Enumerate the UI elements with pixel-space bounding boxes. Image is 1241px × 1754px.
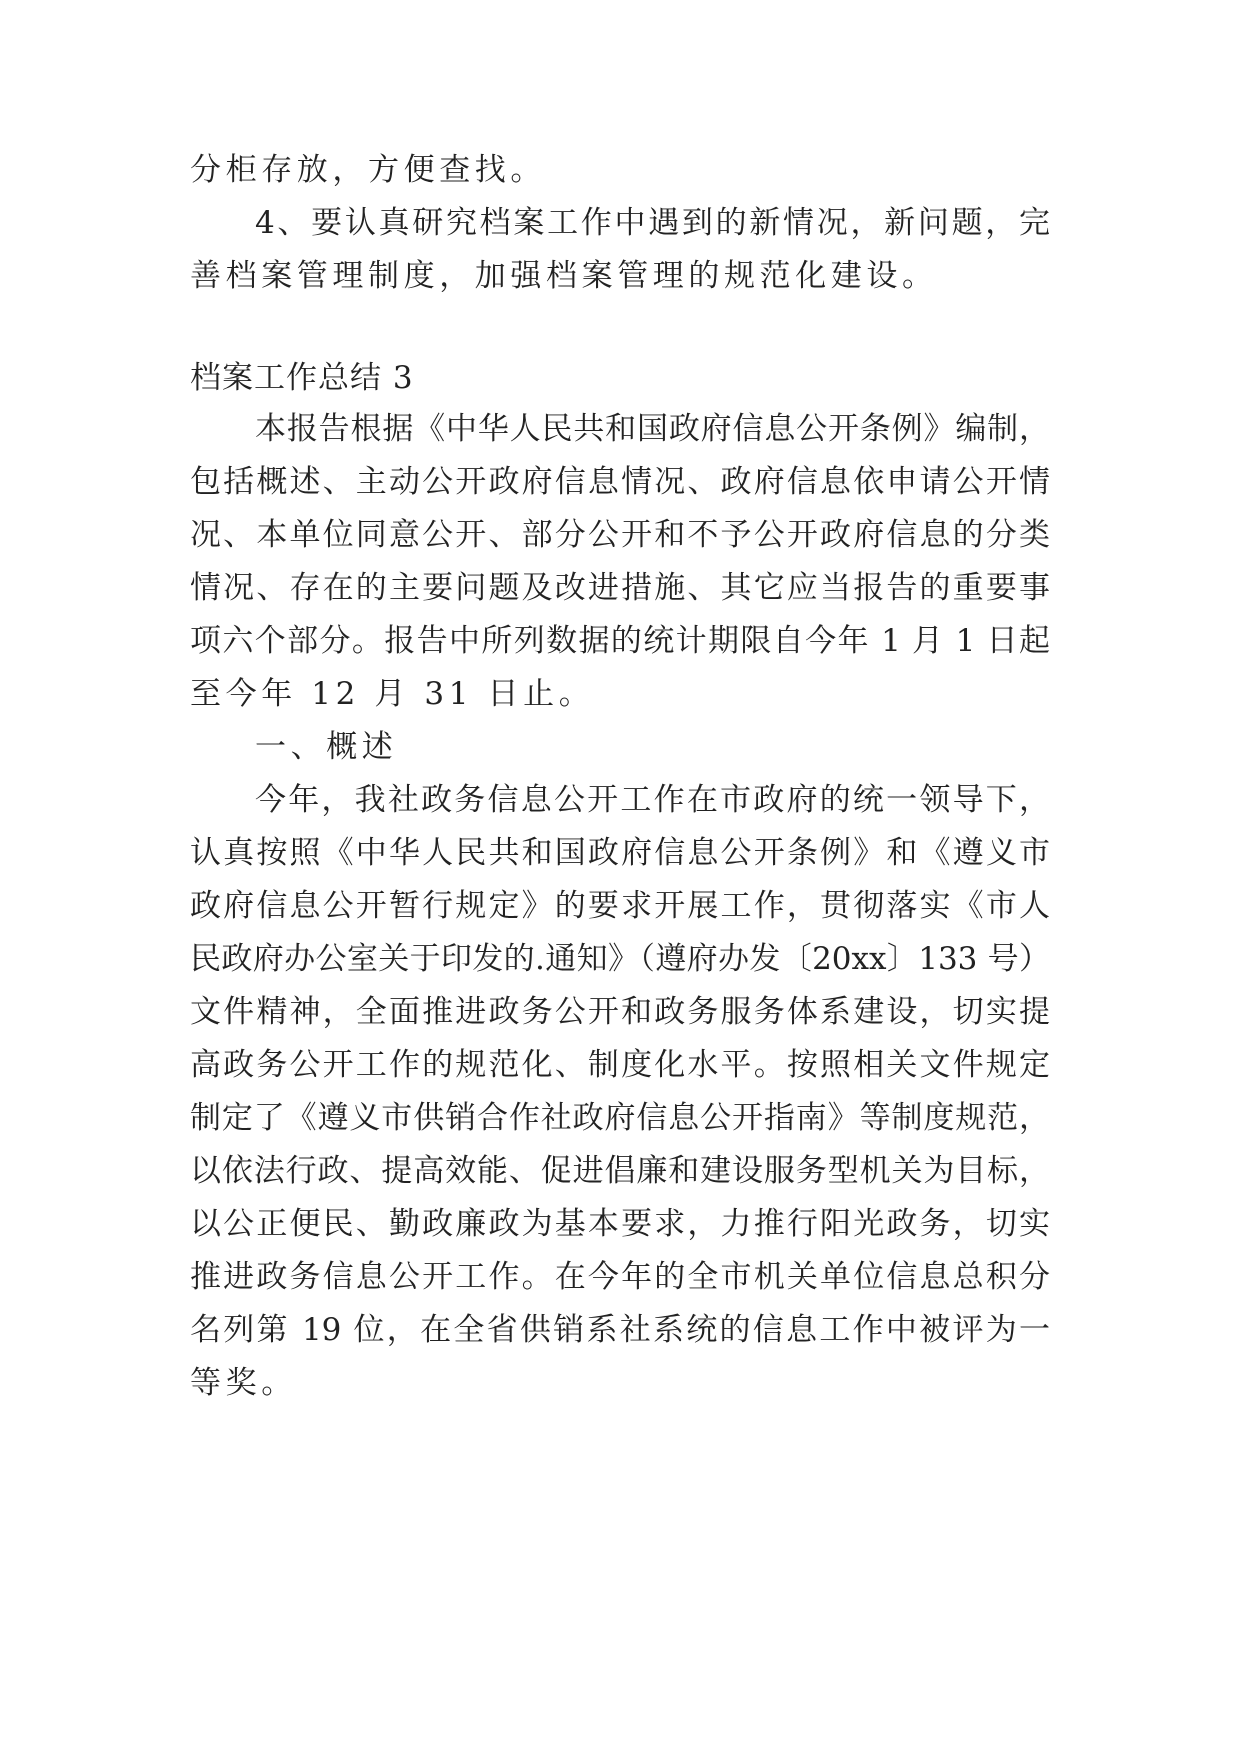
text-line: 至今年 12 月 31 日止。 bbox=[190, 676, 595, 712]
text-line: 况、本单位同意公开、部分公开和不予公开政府信息的分类 bbox=[190, 517, 1050, 553]
section-heading: 档案工作总结 3 bbox=[190, 360, 414, 396]
text-line: 包括概述、主动公开政府信息情况、政府信息依申请公开情 bbox=[190, 464, 1050, 500]
text-line: 认真按照《中华人民共和国政府信息公开条例》和《遵义市 bbox=[190, 835, 1050, 871]
text-line: 制定了《遵义市供销合作社政府信息公开指南》等制度规范， bbox=[190, 1100, 1050, 1136]
text-line: 分柜存放，方便查找。 bbox=[190, 152, 546, 188]
text-line: 以公正便民、勤政廉政为基本要求，力推行阳光政务，切实 bbox=[190, 1206, 1050, 1242]
text-line: 推进政务信息公开工作。在今年的全市机关单位信息总积分 bbox=[190, 1259, 1050, 1295]
text-line: 情况、存在的主要问题及改进措施、其它应当报告的重要事 bbox=[190, 570, 1050, 606]
subheading: 一、概述 bbox=[255, 729, 398, 765]
text-line: 以依法行政、提高效能、促进倡廉和建设服务型机关为目标， bbox=[190, 1153, 1050, 1189]
text-line: 名列第 19 位，在全省供销系社系统的信息工作中被评为一 bbox=[190, 1312, 1050, 1348]
text-line: 善档案管理制度，加强档案管理的规范化建设。 bbox=[190, 258, 938, 294]
text-line: 民政府办公室关于印发的.通知》（遵府办发〔20xx〕133 号） bbox=[190, 941, 1050, 977]
text-line: 政府信息公开暂行规定》的要求开展工作，贯彻落实《市人 bbox=[190, 888, 1050, 924]
text-line: 本报告根据《中华人民共和国政府信息公开条例》编制， bbox=[255, 411, 1050, 447]
text-line: 文件精神，全面推进政务公开和政务服务体系建设，切实提 bbox=[190, 994, 1050, 1030]
text-line: 高政务公开工作的规范化、制度化水平。按照相关文件规定 bbox=[190, 1047, 1050, 1083]
text-line: 4、要认真研究档案工作中遇到的新情况，新问题，完 bbox=[255, 205, 1050, 241]
text-line: 今年，我社政务信息公开工作在市政府的统一领导下， bbox=[255, 782, 1050, 818]
text-line: 等奖。 bbox=[190, 1365, 297, 1401]
text-line: 项六个部分。报告中所列数据的统计期限自今年 1 月 1 日起 bbox=[190, 623, 1050, 659]
